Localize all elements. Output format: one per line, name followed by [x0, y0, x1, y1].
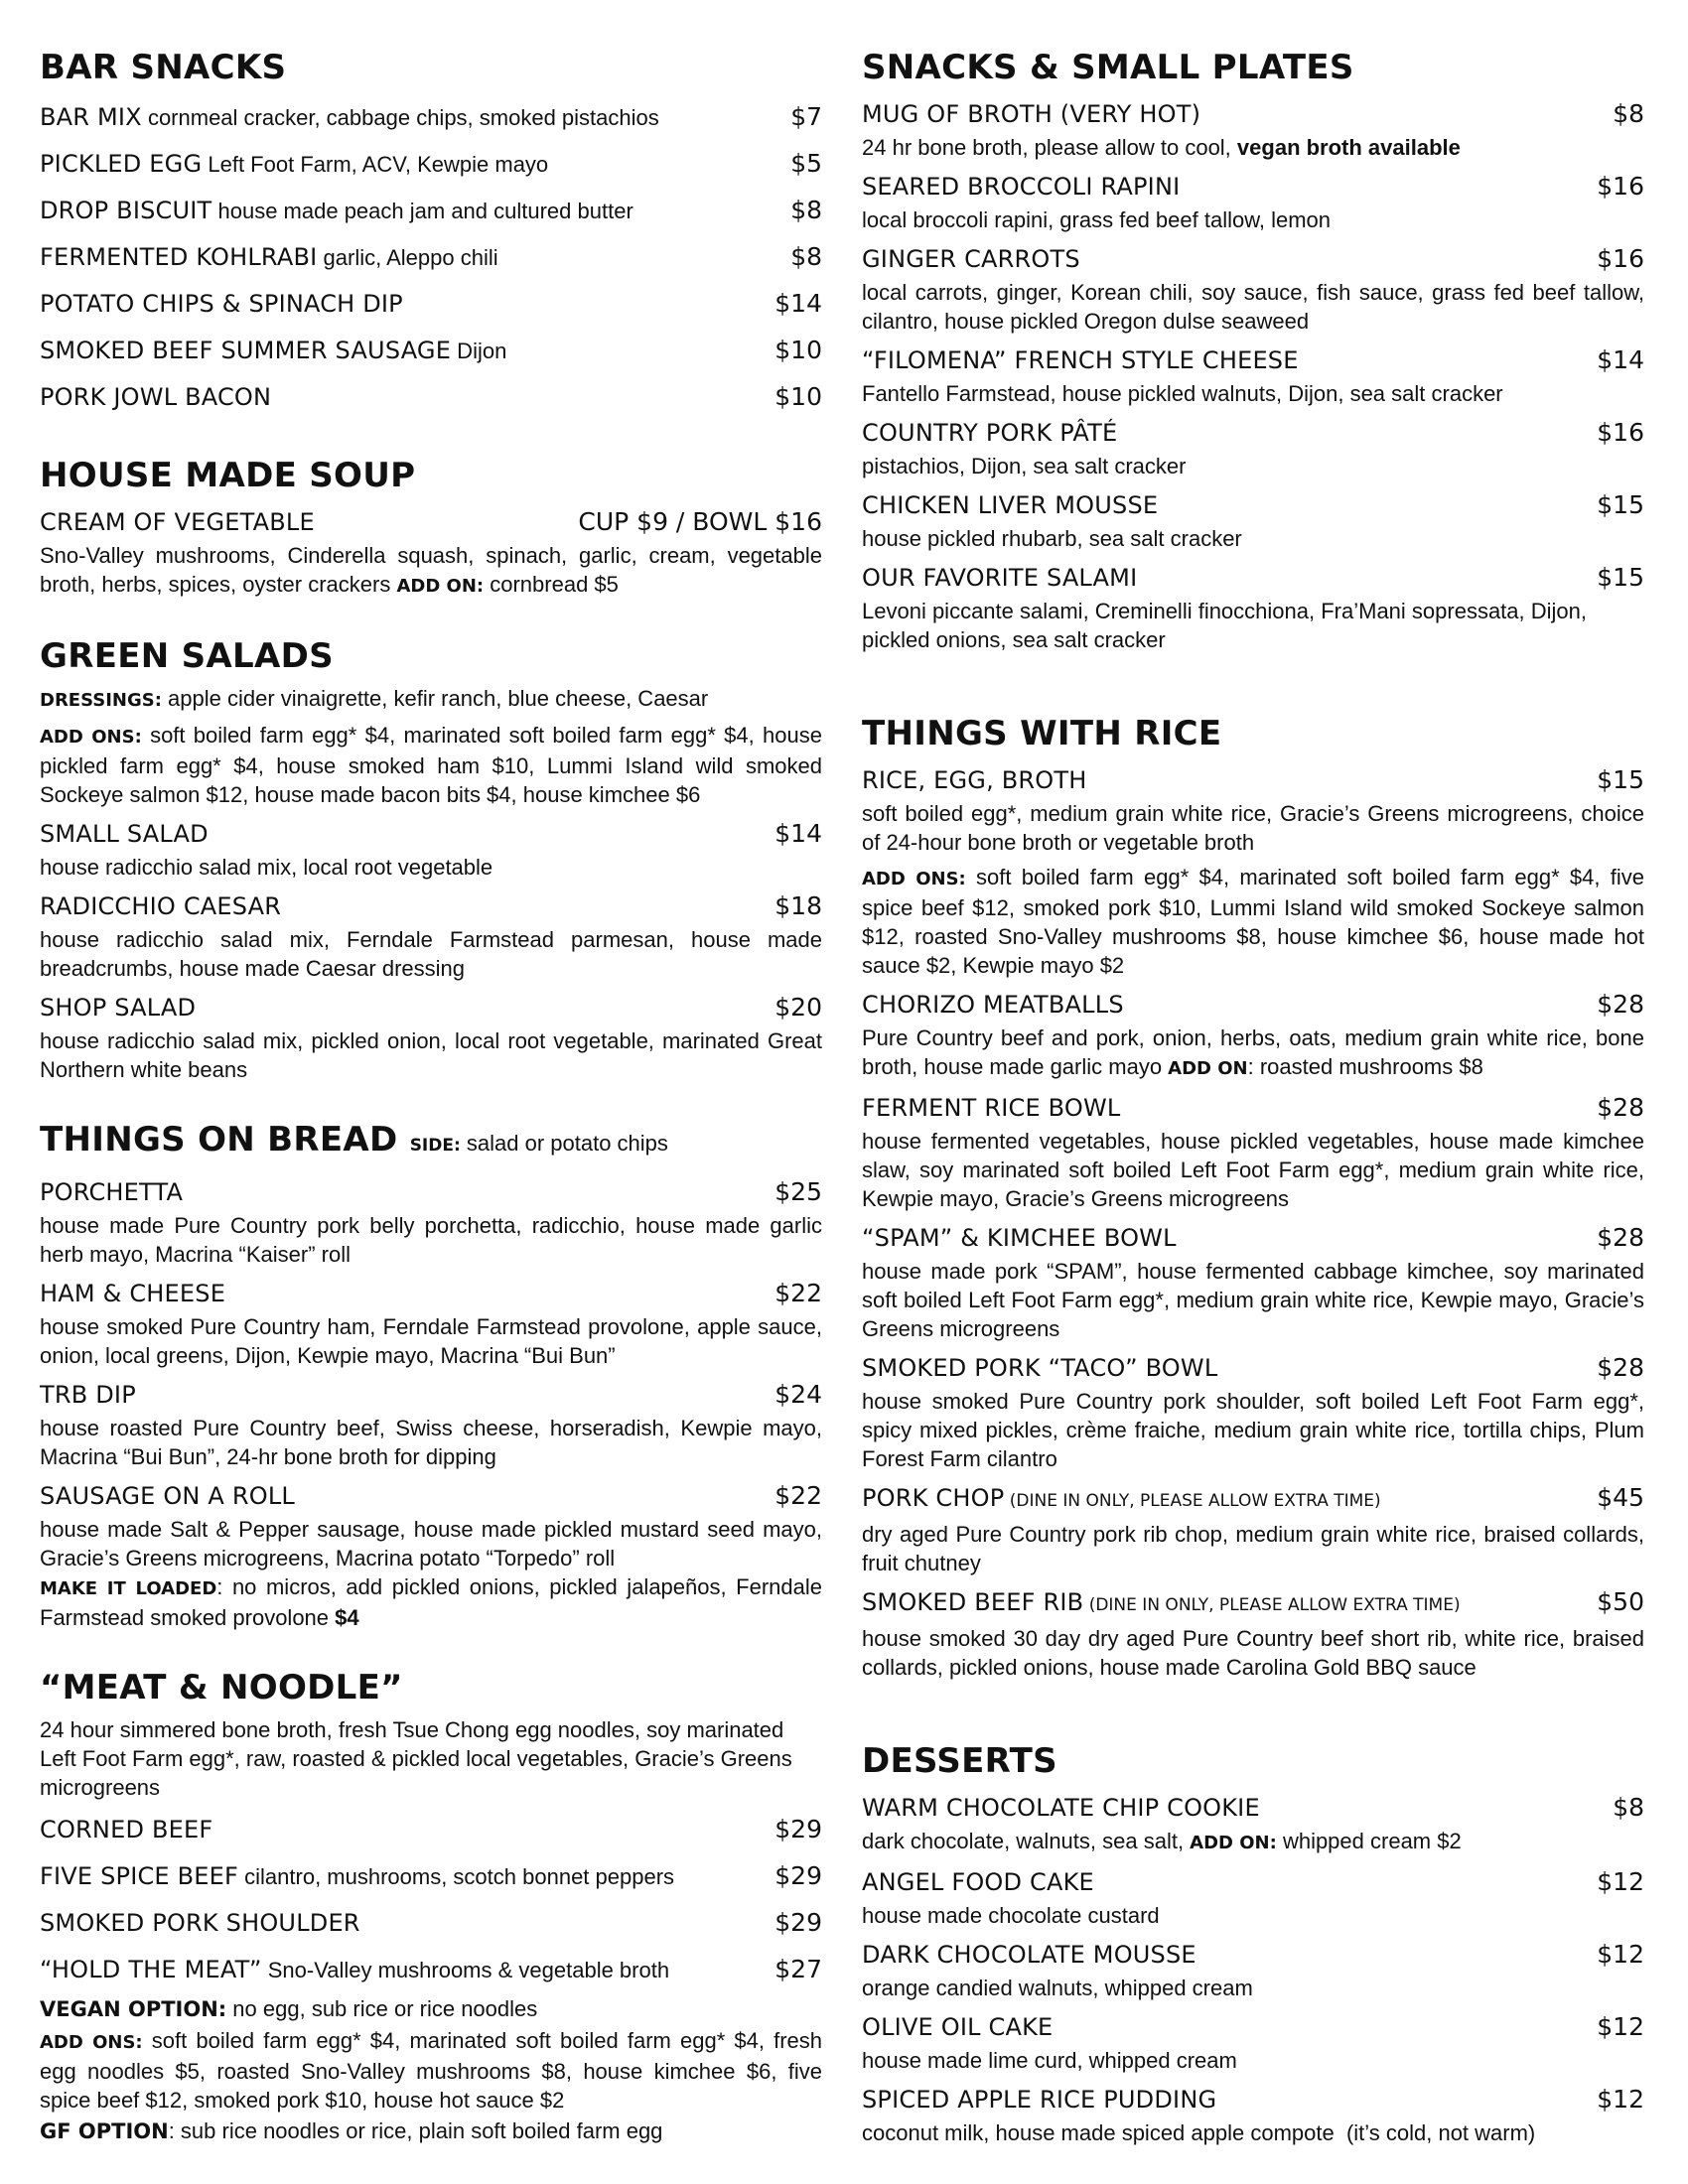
item-description: house radicchio salad mix, Ferndale Farmstead parmesan, house made breadcrumbs, house made Caesar dressing	[40, 927, 822, 981]
item-description: orange candied walnuts, whipped cream	[862, 1976, 1253, 2000]
right-column	[862, 46, 1644, 2181]
item-description: house made Pure Country pork belly porchetta, radicchio, house made garlic herb mayo, Macrina “Kaiser” roll	[40, 1213, 822, 1267]
addons-note	[40, 721, 822, 809]
section-small-plates	[862, 46, 1644, 654]
item-price: $12	[1597, 1940, 1644, 1969]
item-name: SPICED APPLE RICE PUDDING	[862, 2086, 1217, 2114]
description-text: house made Salt & Pepper sausage, house made pickled mustard seed mayo, Gracie’s Greens microgreens, Macrina potato “Torpedo” roll	[40, 1517, 822, 1570]
menu-item	[40, 282, 822, 327]
menu-item	[40, 1173, 822, 1269]
section-title	[40, 1118, 822, 1167]
addons-label: ADD ONS:	[40, 727, 142, 748]
menu-item	[40, 503, 822, 601]
item-name: SMOKED PORK “TACO” BOWL	[862, 1354, 1218, 1382]
gf-text: : sub rice noodles or rice, plain soft boiled farm egg	[168, 2118, 663, 2143]
description-text: Pure Country beef and pork, onion, herbs, oats, medium grain white rice, bone broth, house made garlic mayo	[862, 1025, 1644, 1079]
item-name: CHORIZO MEATBALLS	[862, 991, 1124, 1019]
dressings-note	[40, 684, 822, 715]
item-description: Levoni piccante salami, Creminelli finocchiona, Fra’Mani sopressata, Dijon, pickled onions, sea salt cracker	[862, 599, 1587, 652]
item-description: coconut milk, house made spiced apple compote (it’s cold, not warm)	[862, 2120, 1536, 2145]
item-price: $12	[1597, 2012, 1644, 2041]
menu-item	[40, 375, 822, 420]
section-desserts	[862, 1739, 1644, 2147]
item-name: “HOLD THE MEAT”	[40, 1956, 262, 1983]
menu-item	[40, 235, 822, 280]
item-inline-desc: house made peach jam and cultured butter	[211, 199, 633, 223]
addons-text: soft boiled farm egg* $4, marinated soft boiled farm egg* $4, house pickled farm egg* $4, house smoked ham $10, Lummi Island wild smoked Sockeye salmon $12, house made bacon bits $4, house kimchee $6	[40, 723, 822, 807]
item-price: $29	[774, 1815, 822, 1843]
section-meat-and-noodle	[40, 1666, 822, 2146]
item-name: SMOKED BEEF SUMMER SAUSAGE	[40, 337, 452, 364]
item-name: RADICCHIO CAESAR	[40, 892, 282, 920]
item-name: ANGEL FOOD CAKE	[862, 1868, 1094, 1896]
menu-item	[862, 1089, 1644, 1213]
item-price: $10	[774, 336, 822, 364]
item-name: SMOKED PORK SHOULDER	[40, 1909, 360, 1937]
item-price: CUP $9 / BOWL $16	[578, 507, 822, 536]
item-name: GINGER CARROTS	[862, 245, 1080, 273]
item-price: $28	[1597, 1093, 1644, 1122]
item-name: CHICKEN LIVER MOUSSE	[862, 491, 1159, 519]
item-name: SMOKED BEEF RIB	[862, 1588, 1084, 1616]
menu-item	[40, 95, 822, 140]
item-price: $28	[1597, 990, 1644, 1019]
section-soup	[40, 454, 822, 601]
item-name: SEARED BROCCOLI RAPINI	[862, 173, 1181, 201]
item-description: house pickled rhubarb, sea salt cracker	[862, 526, 1242, 551]
item-description: local carrots, ginger, Korean chili, soy sauce, fish sauce, grass fed beef tallow, cilantro, house pickled Oregon dulse seaweed	[862, 280, 1644, 334]
noodle-intro: 24 hour simmered bone broth, fresh Tsue Chong egg noodles, soy marinated Left Foot Farm egg*, raw, roasted & pickled local vegetables, Gracie’s Greens microgreens	[40, 1717, 792, 1800]
menu-item	[862, 168, 1644, 234]
menu-item	[40, 1275, 822, 1370]
menu-item	[862, 1789, 1644, 1857]
item-price: $28	[1597, 1223, 1644, 1252]
item-note: (DINE IN ONLY, PLEASE ALLOW EXTRA TIME)	[1083, 1595, 1461, 1615]
menu-item	[862, 240, 1644, 336]
item-price: $12	[1597, 1867, 1644, 1896]
item-price: $16	[1597, 418, 1644, 447]
item-name: SAUSAGE ON A ROLL	[40, 1482, 295, 1510]
item-price: $45	[1597, 1483, 1644, 1512]
item-description: house made pork “SPAM”, house fermented cabbage kimchee, soy marinated soft boiled Left Foot Farm egg*, medium grain white rice, Kewpie mayo, Gracie’s Greens microgreens	[862, 1259, 1644, 1341]
item-name: DROP BISCUIT	[40, 197, 212, 224]
item-name: PORK CHOP	[862, 1484, 1005, 1512]
menu-item	[862, 2081, 1644, 2147]
item-description: Fantello Farmstead, house pickled walnuts, Dijon, sea salt cracker	[862, 381, 1503, 406]
description-text: 24 hr bone broth, please allow to cool,	[862, 135, 1237, 160]
section-green-salads	[40, 634, 822, 1084]
menu-item	[40, 142, 822, 187]
description-bold: vegan broth available	[1236, 135, 1461, 160]
section-things-with-rice	[862, 712, 1644, 1682]
item-description: house smoked 30 day dry aged Pure Country beef short rib, white rice, braised collards, pickled onions, house made Carolina Gold BBQ sauce	[862, 1626, 1644, 1680]
section-title: “MEAT & NOODLE”	[40, 1668, 403, 1707]
menu-item	[862, 986, 1644, 1083]
item-price: $50	[1597, 1587, 1644, 1616]
loaded-price: $4	[335, 1605, 359, 1630]
gf-label: GF OPTION	[40, 2119, 169, 2143]
section-title: THINGS WITH RICE	[862, 714, 1222, 753]
section-title: HOUSE MADE SOUP	[40, 456, 416, 495]
item-description: house radicchio salad mix, pickled onion, local root vegetable, marinated Great Northern white beans	[40, 1028, 822, 1082]
menu-item	[862, 1863, 1644, 1930]
section-title-text: THINGS ON BREAD	[40, 1120, 398, 1160]
item-name: SMALL SALAD	[40, 820, 209, 848]
addons-note	[862, 863, 1644, 980]
side-label: SIDE:	[409, 1136, 461, 1156]
addons-note	[40, 2026, 822, 2115]
menu-item	[40, 1808, 822, 1852]
item-price: $14	[774, 819, 822, 848]
item-description	[40, 541, 822, 601]
addons-text: soft boiled farm egg* $4, marinated soft boiled farm egg* $4, fresh egg noodles $5, roasted Sno-Valley mushrooms $8, house kimchee $6, five spice beef $12, smoked pork $10, house hot sauce $2	[40, 2028, 823, 2113]
menu-item	[862, 1479, 1644, 1577]
loaded-text: : no micros, add pickled onions, pickled jalapeños, Ferndale Farmstead smoked provolone	[40, 1574, 822, 1630]
item-price: $15	[1597, 563, 1644, 592]
item-name: MUG OF BROTH (VERY HOT)	[862, 100, 1201, 128]
addons-text: soft boiled farm egg* $4, marinated soft boiled farm egg* $4, five spice beef $12, smoked pork $10, Lummi Island wild smoked Sockeye salmon $12, roasted Sno-Valley mushrooms $8, house kimchee $6, house made hot sauce $2, Kewpie mayo $2	[862, 865, 1645, 978]
menu-item	[40, 189, 822, 233]
item-description: house radicchio salad mix, local root vegetable	[40, 855, 493, 880]
item-price: $28	[1597, 1353, 1644, 1382]
addons-label: ADD ONS:	[40, 2032, 143, 2053]
item-inline-desc: cilantro, mushrooms, scotch bonnet peppers	[238, 1864, 675, 1889]
addon-label: ADD ON:	[1190, 1833, 1277, 1853]
item-price: $25	[774, 1177, 822, 1206]
section-bar-snacks	[40, 46, 822, 420]
item-price: $15	[1597, 490, 1644, 519]
item-price: $29	[774, 1908, 822, 1937]
item-price: $29	[774, 1861, 822, 1890]
menu-item	[862, 1219, 1644, 1343]
menu-item	[40, 887, 822, 983]
addon-text: cornbread $5	[484, 572, 619, 597]
item-price: $16	[1597, 244, 1644, 273]
vegan-label: VEGAN OPTION:	[40, 1997, 227, 2021]
item-name: CORNED BEEF	[40, 1816, 213, 1843]
menu-item	[40, 989, 822, 1084]
item-description: house made lime curd, whipped cream	[862, 2048, 1237, 2073]
item-description: house roasted Pure Country beef, Swiss cheese, horseradish, Kewpie mayo, Macrina “Bui Bun”, 24-hr bone broth for dipping	[40, 1416, 822, 1469]
section-title: DESSERTS	[862, 1741, 1057, 1781]
dressings-text: apple cider vinaigrette, kefir ranch, blue cheese, Caesar	[161, 686, 709, 711]
menu-item	[862, 1349, 1644, 1473]
item-name: PORCHETTA	[40, 1178, 184, 1206]
item-price: $8	[790, 196, 822, 224]
item-price: $16	[1597, 172, 1644, 201]
menu-item	[40, 815, 822, 882]
item-price: $8	[790, 242, 822, 271]
item-price: $12	[1597, 2085, 1644, 2114]
menu-item	[40, 1901, 822, 1946]
addons-label: ADD ONS:	[862, 869, 966, 889]
menu-item	[862, 559, 1644, 654]
menu-item	[862, 2008, 1644, 2075]
addon-text: whipped cream $2	[1276, 1829, 1462, 1853]
item-name: “FILOMENA” FRENCH STYLE CHEESE	[862, 346, 1299, 374]
item-name: BAR MIX	[40, 103, 142, 131]
item-description	[862, 1024, 1644, 1083]
item-name: WARM CHOCOLATE CHIP COOKIE	[862, 1794, 1260, 1822]
addon-label: ADD ON:	[396, 576, 485, 597]
section-title: BAR SNACKS	[40, 48, 287, 87]
menu-list	[40, 1808, 822, 1992]
section-title: SNACKS & SMALL PLATES	[862, 48, 1354, 87]
item-name: POTATO CHIPS & SPINACH DIP	[40, 290, 403, 318]
item-price: $22	[774, 1279, 822, 1307]
item-inline-desc: cornmeal cracker, cabbage chips, smoked pistachios	[141, 105, 659, 130]
menu-item	[862, 95, 1644, 162]
item-description: pistachios, Dijon, sea salt cracker	[862, 454, 1187, 478]
item-name: FERMENT RICE BOWL	[862, 1094, 1121, 1122]
item-name: PORK JOWL BACON	[40, 383, 272, 411]
item-inline-desc: Left Foot Farm, ACV, Kewpie mayo	[202, 152, 549, 177]
section-title: GREEN SALADS	[40, 636, 334, 676]
item-name: OUR FAVORITE SALAMI	[862, 564, 1138, 592]
addon-text: : roasted mushrooms $8	[1247, 1054, 1483, 1079]
item-name: COUNTRY PORK PÂTÉ	[862, 419, 1118, 447]
item-description: dry aged Pure Country pork rib chop, medium grain white rice, braised collards, fruit chutney	[862, 1522, 1644, 1575]
menu-item	[862, 761, 1644, 857]
item-name: RICE, EGG, BROTH	[862, 766, 1087, 794]
item-name: PICKLED EGG	[40, 150, 203, 178]
item-inline-desc: Sno-Valley mushrooms & vegetable broth	[261, 1958, 670, 1982]
section-things-on-bread	[40, 1118, 822, 1632]
menu-item	[40, 1477, 822, 1632]
item-price: $22	[774, 1481, 822, 1510]
menu-item	[862, 414, 1644, 480]
menu-item	[40, 329, 822, 373]
menu-item	[40, 1854, 822, 1899]
loaded-label: MAKE IT LOADED	[40, 1578, 217, 1599]
item-name: FERMENTED KOHLRABI	[40, 243, 318, 271]
item-name: TRB DIP	[40, 1381, 136, 1409]
item-description: house smoked Pure Country ham, Ferndale Farmstead provolone, apple sauce, onion, local greens, Dijon, Kewpie mayo, Macrina “Bui Bun”	[40, 1314, 822, 1368]
item-description	[862, 1827, 1644, 1857]
left-column	[40, 46, 822, 2180]
description-text: dark chocolate, walnuts, sea salt,	[862, 1829, 1191, 1853]
item-price: $14	[1597, 345, 1644, 374]
menu-item	[40, 1376, 822, 1471]
item-price: $18	[774, 891, 822, 920]
item-name: OLIVE OIL CAKE	[862, 2013, 1054, 2041]
menu-item	[862, 1583, 1644, 1682]
item-description: house smoked Pure Country pork shoulder, soft boiled Left Foot Farm egg*, spicy mixed pickles, crème fraiche, medium grain white rice, tortilla chips, Plum Forest Farm cilantro	[862, 1389, 1644, 1471]
item-inline-desc: Dijon	[451, 339, 507, 363]
item-description: house made chocolate custard	[862, 1903, 1160, 1928]
addon-label: ADD ON	[1168, 1058, 1248, 1079]
side-text: salad or potato chips	[460, 1131, 668, 1156]
vegan-text: no egg, sub rice or rice noodles	[226, 1996, 538, 2021]
item-description	[40, 1515, 822, 1632]
item-name: CREAM OF VEGETABLE	[40, 508, 315, 536]
item-description: local broccoli rapini, grass fed beef tallow, lemon	[862, 207, 1332, 232]
description-text: Sno-Valley mushrooms, Cinderella squash, spinach, garlic, cream, vegetable broth, herbs, spices, oyster crackers	[40, 543, 822, 597]
item-name: SHOP SALAD	[40, 994, 197, 1022]
item-name: FIVE SPICE BEEF	[40, 1862, 239, 1890]
vegan-option	[40, 1994, 822, 2024]
item-price: $20	[774, 993, 822, 1022]
item-description: soft boiled egg*, medium grain white rice, Gracie’s Greens microgreens, choice of 24-hour bone broth or vegetable broth	[862, 801, 1644, 855]
item-price: $8	[1613, 99, 1644, 128]
item-inline-desc: garlic, Aleppo chili	[317, 245, 498, 270]
item-description: house fermented vegetables, house pickled vegetables, house made kimchee slaw, soy marinated soft boiled Left Foot Farm egg*, medium grain white rice, Kewpie mayo, Gracie’s Greens microgreens	[862, 1129, 1644, 1211]
item-price: $24	[774, 1380, 822, 1409]
item-note: (DINE IN ONLY, PLEASE ALLOW EXTRA TIME)	[1004, 1491, 1381, 1511]
menu-list	[40, 95, 822, 420]
item-description	[862, 133, 1644, 162]
menu-item	[862, 341, 1644, 408]
item-price: $7	[790, 102, 822, 131]
menu-item	[862, 486, 1644, 553]
menu-item	[862, 1936, 1644, 2002]
menu-item	[40, 1948, 822, 1992]
item-price: $14	[774, 289, 822, 318]
item-price: $8	[1613, 1793, 1644, 1822]
dressings-label: DRESSINGS:	[40, 690, 162, 711]
item-name: HAM & CHEESE	[40, 1280, 226, 1307]
gf-option	[40, 2116, 822, 2146]
item-name: DARK CHOCOLATE MOUSSE	[862, 1941, 1196, 1969]
item-price: $10	[774, 382, 822, 411]
item-name: “SPAM” & KIMCHEE BOWL	[862, 1224, 1177, 1252]
item-price: $15	[1597, 765, 1644, 794]
item-price: $5	[790, 149, 822, 178]
item-price: $27	[774, 1955, 822, 1983]
